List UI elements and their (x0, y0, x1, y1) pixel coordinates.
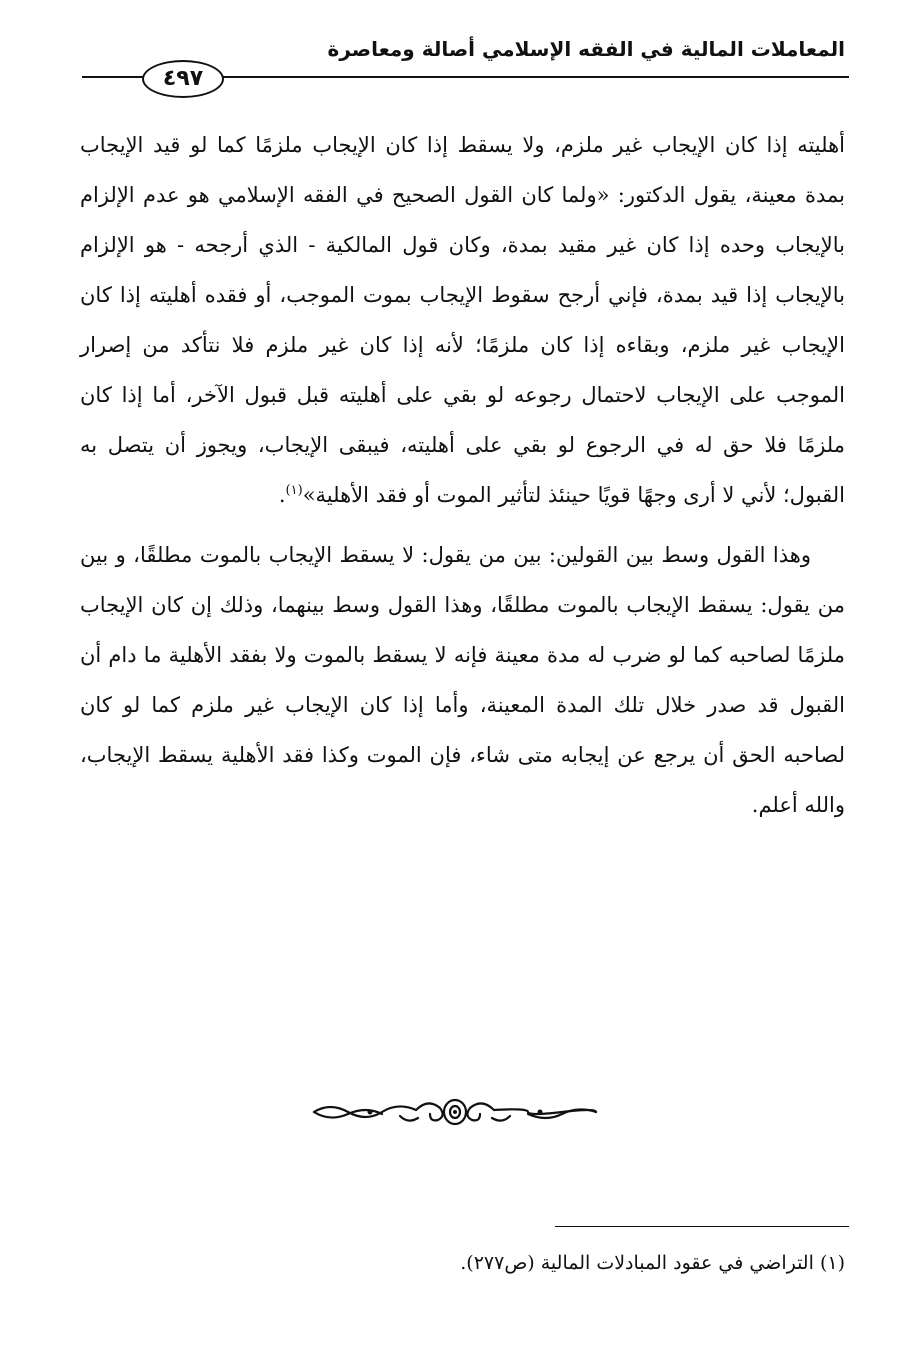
footnote-separator (555, 1226, 849, 1227)
main-text (80, 120, 845, 830)
paragraph-1-end: . (278, 483, 286, 507)
footnote-marker: (١) (819, 1252, 845, 1274)
page-number: ٤٩٧ (142, 60, 224, 98)
footnote-1 (300, 1248, 845, 1278)
running-header-title: المعاملات المالية في الفقه الإسلامي أصالة ومعاصرة (327, 37, 845, 61)
paragraph-1-text: أهليته إذا كان الإيجاب غير ملزم، ولا يسقط إذا كان الإيجاب ملزمًا كما لو قيد الإيجاب بمدة معينة، يقول الدكتور: «ولما كان القول الصحيح في الفقه الإسلامي هو عدم الإلزام بالإيجاب وحده إذا كان غير مقيد بمدة، وكان قول المالكية - الذي أرجحه - هو الإلزام بالإيجاب إذا قيد بمدة، فإني أرجح سقوط الإيجاب بموت الموجب، أو فقده أهليته إذا كان الإيجاب غير ملزم، وبقاءه إذا كان ملزمًا؛ لأنه إذا كان غير ملزم فلا نتأكد من إصرار الموجب على الإيجاب لاحتمال رجوعه لو بقي على أهليته قبل قبول الآخر، أما إذا كان ملزمًا فلا حق له في الرجوع لو بقي على أهليته، فيبقى الإيجاب، ويجوز أن يتصل به القبول؛ لأني لا أرى وجهًا قويًا حينئذ لتأثير الموت أو فقد الأهلية» (80, 133, 845, 507)
footnote-text: التراضي في عقود المبادلات المالية (ص٢٧٧). (460, 1252, 814, 1274)
arabesque-divider-ornament-icon (310, 1094, 600, 1130)
paragraph-1 (80, 120, 845, 520)
footnote-reference[interactable]: (١) (285, 483, 303, 498)
paragraph-2: وهذا القول وسط بين القولين: بين من يقول: لا يسقط الإيجاب بالموت مطلقًا، و بين من يقول: يسقط الإيجاب بالموت مطلقًا، وهذا القول وسط بينهما، وذلك إن كان الإيجاب ملزمًا لصاحبه كما لو ضرب له مدة معينة فإنه لا يسقط بالموت ولا بفقد الأهلية ما دام أن القبول قد صدر خلال تلك المدة المعينة، وأما إذا كان الإيجاب غير ملزم كما لو كان لصاحبه الحق أن يرجع عن إيجابه متى شاء، فإن الموت وكذا فقد الأهلية يسقط الإيجاب، والله أعلم. (80, 543, 845, 817)
